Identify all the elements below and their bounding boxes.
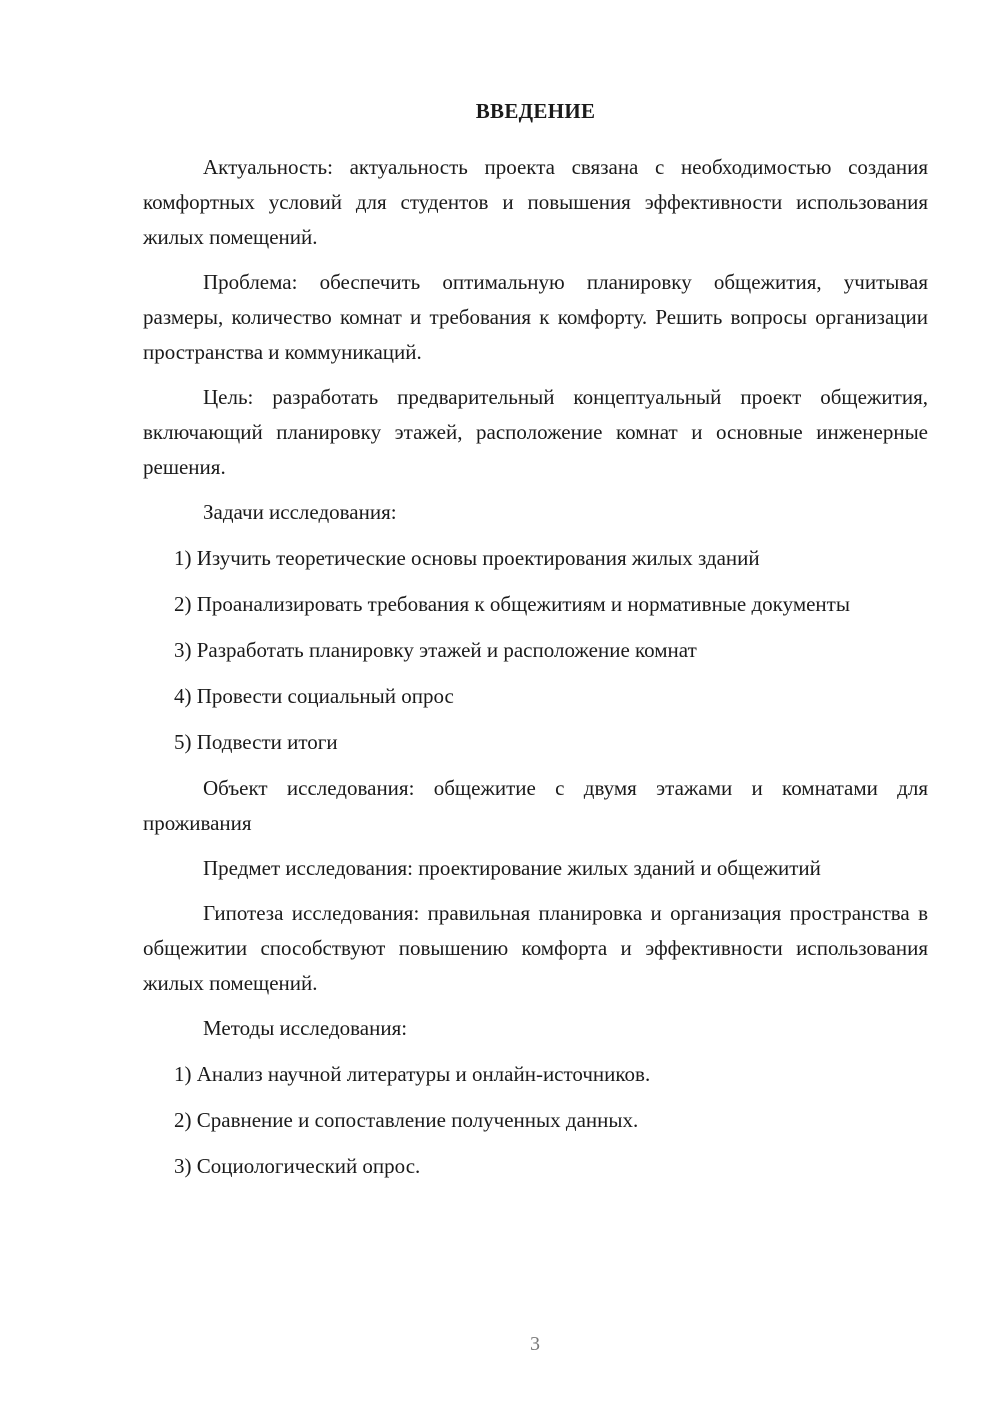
page-number: 3 (530, 1333, 540, 1355)
page-content (143, 96, 928, 1195)
relevance-paragraph: Актуальность: актуальность проекта связана с необходимостью создания комфортных условий для студентов и повышения эффективности использования жилых помещений. (143, 155, 928, 249)
goal-paragraph: Цель: разработать предварительный концептуальный проект общежития, включающий планировку этажей, расположение комнат и основные инженерные решения. (143, 385, 928, 479)
task-item: 1) Изучить теоретические основы проектирования жилых зданий (174, 546, 760, 570)
method-item: 2) Сравнение и сопоставление полученных данных. (174, 1108, 639, 1132)
task-item: 4) Провести социальный опрос (174, 684, 454, 708)
section-title: ВВЕДЕНИЕ (475, 99, 596, 123)
task-item: 3) Разработать планировку этажей и расположение комнат (174, 638, 697, 662)
subject-paragraph: Предмет исследования: проектирование жилых зданий и общежитий (203, 856, 821, 880)
method-item: 1) Анализ научной литературы и онлайн-источников. (174, 1062, 651, 1086)
problem-paragraph: Проблема: обеспечить оптимальную планировку общежития, учитывая размеры, количество комнат и требования к комфорту. Решить вопросы организации пространства и коммуникаций. (143, 270, 928, 364)
object-paragraph: Объект исследования: общежитие с двумя этажами и комнатами для проживания (143, 776, 928, 835)
method-item: 3) Социологический опрос. (174, 1154, 421, 1178)
hypothesis-paragraph: Гипотеза исследования: правильная планировка и организация пространства в общежитии способствуют повышению комфорта и эффективности использования жилых помещений. (143, 901, 928, 995)
task-item: 2) Проанализировать требования к общежитиям и нормативные документы (174, 592, 850, 616)
task-item: 5) Подвести итоги (174, 730, 338, 754)
tasks-heading: Задачи исследования: (203, 500, 397, 524)
methods-heading: Методы исследования: (203, 1016, 408, 1040)
